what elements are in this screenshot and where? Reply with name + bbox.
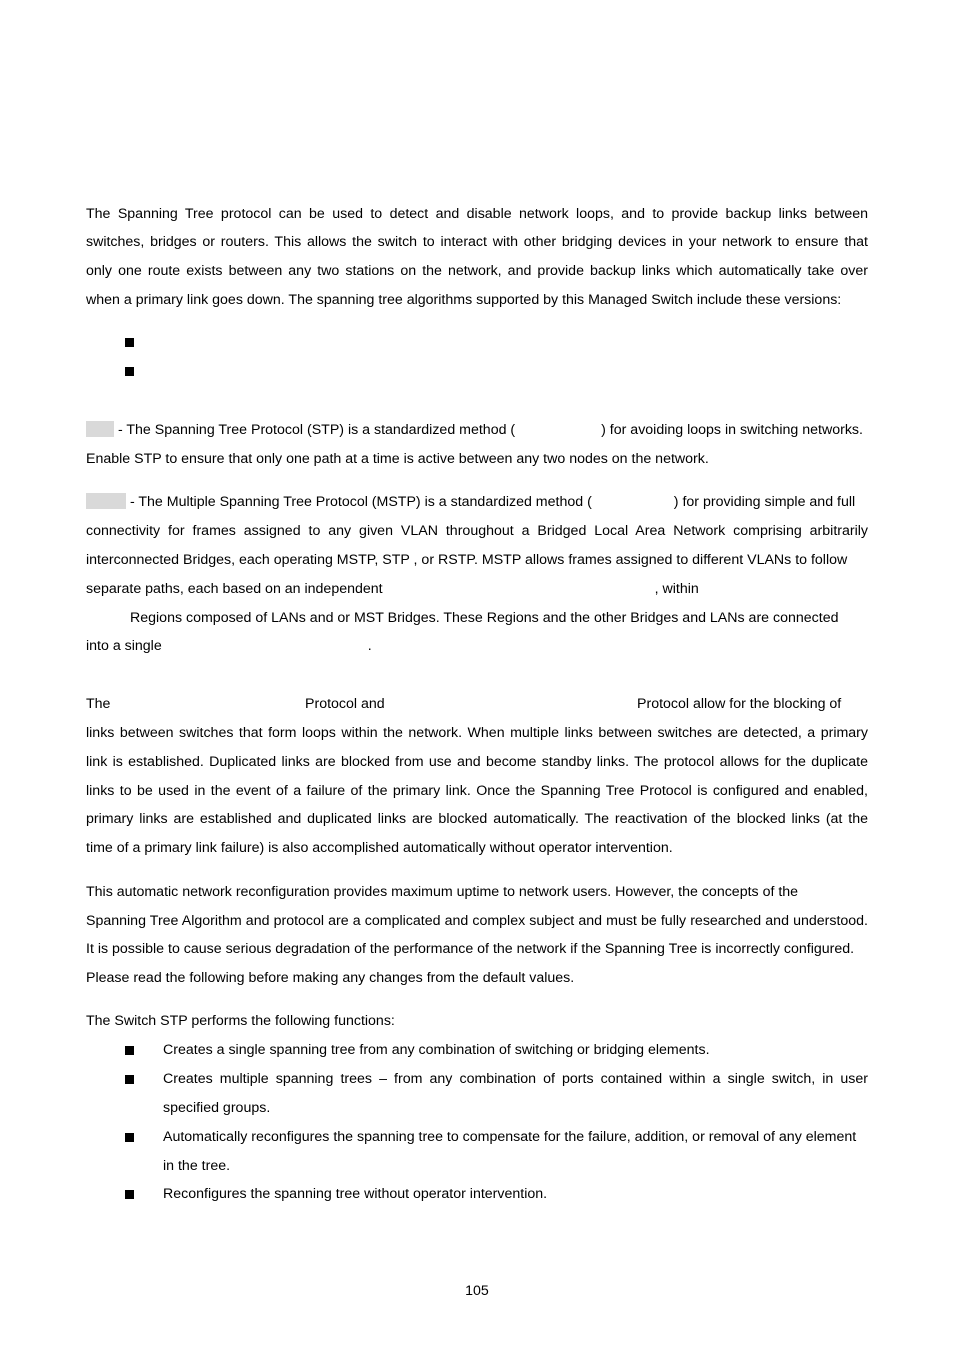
mstp-line-1 [86, 493, 855, 511]
functions-heading: The Switch STP performs the following functions: [86, 1013, 395, 1029]
intro-line-2: switches, bridges or routers. This allows the switch to interact with other bridging devices in your network to ensure that [86, 234, 868, 250]
intro-line-4: when a primary link goes down. The spanning tree algorithms supported by this Managed Switch include these versions: [86, 292, 842, 308]
mstp-line-6-a: into a single [86, 638, 162, 654]
mstp-line-4-b: , within [654, 581, 699, 597]
mstp-line-2: connectivity for frames assigned to any given VLAN throughout a Bridged Local Area Network comprising arbitrarily [86, 523, 868, 539]
mstp-line-1-b: ) for providing simple and full [673, 494, 856, 510]
function-item-3-line-2: in the tree. [163, 1158, 231, 1174]
protocol-line-6: time of a primary link failure) is also accomplished automatically without operator intervention. [86, 840, 673, 856]
function-bullet-3 [125, 1133, 134, 1142]
function-item-2-line-1: Creates multiple spanning trees – from any combination of ports contained within a single switch, in user [163, 1071, 868, 1087]
protocol-line-3: link is established. Duplicated links are blocked from use and become standby links. The protocol allows for the duplicate [86, 754, 868, 770]
intro-line-1: The Spanning Tree protocol can be used to detect and disable network loops, and to provide backup links between [86, 206, 868, 222]
function-item-2-line-2: specified groups. [163, 1100, 271, 1116]
mstp-line-6 [86, 637, 372, 655]
page-number: 105 [465, 1283, 489, 1299]
warning-line-1: This automatic network reconfiguration provides maximum uptime to network users. However, the concepts of the [86, 884, 799, 900]
stp-line-2: Enable STP to ensure that only one path at a time is active between any two nodes on the network. [86, 451, 709, 467]
protocol-line-4: links to be used in the event of a failure of the primary link. Once the Spanning Tree Protocol is configured and enabled, [86, 783, 868, 799]
function-item-3-line-1: Automatically reconfigures the spanning tree to compensate for the failure, addition, or removal of any element [163, 1129, 857, 1145]
version-bullet-2 [125, 367, 134, 376]
mstp-line-5: Regions composed of LANs and or MST Bridges. These Regions and the other Bridges and LANs are connected [130, 610, 839, 626]
mstp-line-3: interconnected Bridges, each operating MSTP, STP , or RSTP. MSTP allows frames assigned to different VLANs to follow [86, 552, 848, 568]
warning-line-2: Spanning Tree Algorithm and protocol are a complicated and complex subject and must be fully researched and understood. [86, 913, 868, 929]
warning-line-3: It is possible to cause serious degradation of the performance of the network if the Spanning Tree is incorrectly configured. [86, 941, 855, 957]
mstp-line-4 [86, 580, 699, 598]
function-item-4: Reconfigures the spanning tree without operator intervention. [163, 1186, 548, 1202]
protocol-line-1-b: Protocol and [305, 696, 385, 712]
protocol-line-1-a: The [86, 696, 111, 712]
stp-line-1 [86, 421, 863, 439]
mstp-line-1-a: - The Multiple Spanning Tree Protocol (MSTP) is a standardized method ( [129, 494, 592, 510]
function-bullet-1 [125, 1046, 134, 1055]
function-bullet-2 [125, 1075, 134, 1084]
intro-line-3: only one route exists between any two stations on the network, and provide backup links which automatically take over [86, 263, 868, 279]
mstp-line-4-a: separate paths, each based on an independent [86, 581, 383, 597]
function-bullet-4 [125, 1190, 134, 1199]
function-item-1: Creates a single spanning tree from any combination of switching or bridging elements. [163, 1042, 710, 1058]
stp-line-1-a: - The Spanning Tree Protocol (STP) is a standardized method ( [117, 422, 516, 438]
version-bullet-1 [125, 338, 134, 347]
stp-line-1-b: ) for avoiding loops in switching networks. [601, 422, 863, 438]
protocol-line-5: primary links are established and duplicated links are blocked automatically. The reactivation of the blocked links (at the [86, 811, 868, 827]
stp-term-highlight [86, 421, 114, 437]
warning-line-4: Please read the following before making any changes from the default values. [86, 970, 575, 986]
protocol-line-1-c: Protocol allow for the blocking of [637, 696, 842, 712]
mstp-line-6-b: . [367, 638, 372, 654]
mstp-term-highlight [86, 493, 126, 509]
protocol-line-2: links between switches that form loops within the network. When multiple links between switches are detected, a primary [86, 725, 868, 741]
